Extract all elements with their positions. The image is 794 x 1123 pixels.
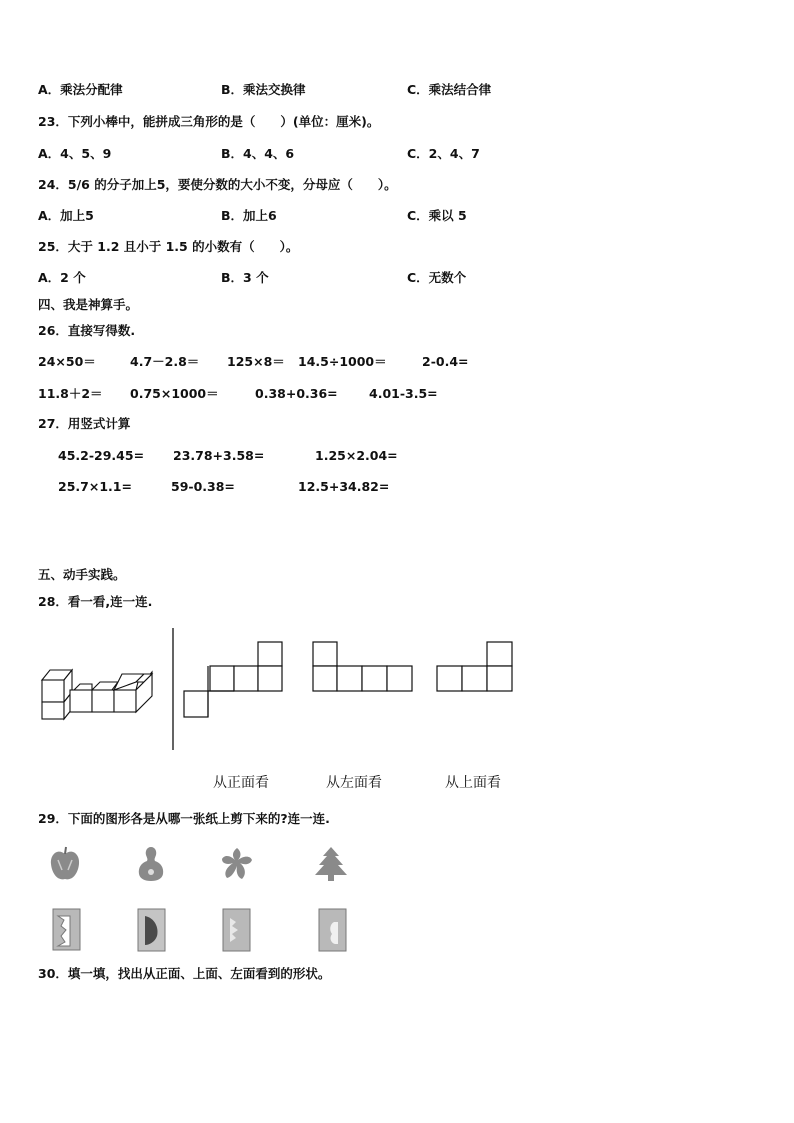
apple-shape-icon xyxy=(50,846,80,882)
q29-stem: 29．下面的图形各是从哪一张纸上剪下来的?连一连. xyxy=(38,811,330,826)
view-label-top: 从上面看 xyxy=(445,775,501,791)
gourd-shape-icon xyxy=(136,846,166,882)
q24-option-b: B．加上6 xyxy=(221,208,277,223)
flower-shape-icon xyxy=(220,846,254,882)
q27-stem: 27．用竖式计算 xyxy=(38,416,131,431)
paper-4 xyxy=(318,908,348,952)
q24-stem: 24．5/6 的分子加上5，要使分数的大小不变，分母应（ ）。 xyxy=(38,177,397,192)
q26-item: 4.7－2.8＝ xyxy=(130,354,200,369)
view-shape-3 xyxy=(436,641,514,693)
q22-option-c: C．乘法结合律 xyxy=(407,82,492,97)
q22-option-b: B．乘法交换律 xyxy=(221,82,306,97)
q27-item: 59-0.38= xyxy=(171,479,235,494)
q27-item: 45.2-29.45= xyxy=(58,448,145,463)
q26-item: 4.01-3.5= xyxy=(369,386,438,401)
q27-item: 12.5+34.82= xyxy=(298,479,390,494)
view-label-front: 从正面看 xyxy=(213,775,269,791)
q30-stem: 30．填一填，找出从正面、上面、左面看到的形状。 xyxy=(38,966,331,981)
q22-option-a: A．乘法分配律 xyxy=(38,82,123,97)
view-label-left: 从左面看 xyxy=(326,775,382,791)
q26-item: 11.8＋2＝ xyxy=(38,386,103,401)
section-5-heading: 五、动手实践。 xyxy=(38,567,126,582)
q27-item: 25.7×1.1= xyxy=(58,479,132,494)
q26-item: 14.5÷1000＝ xyxy=(298,354,387,369)
q26-item: 24×50＝ xyxy=(38,354,96,369)
cube-solid-figure xyxy=(40,664,155,720)
paper-3 xyxy=(222,908,252,952)
q27-item: 23.78+3.58= xyxy=(173,448,265,463)
q24-option-a: A．加上5 xyxy=(38,208,94,223)
divider-line xyxy=(172,628,174,750)
section-4-heading: 四、我是神算手。 xyxy=(38,297,139,312)
q24-option-c: C．乘以 5 xyxy=(407,208,467,223)
q26-item: 125×8＝ xyxy=(227,354,285,369)
q23-stem: 23．下列小棒中，能拼成三角形的是（ ）(单位：厘米)。 xyxy=(38,114,380,129)
view-shape-2 xyxy=(312,641,414,693)
q25-option-a: A．2 个 xyxy=(38,270,86,285)
q23-option-c: C．2、4、7 xyxy=(407,146,480,161)
q26-item: 0.75×1000＝ xyxy=(130,386,219,401)
tree-shape-icon xyxy=(314,846,348,882)
q23-option-a: A．4、5、9 xyxy=(38,146,112,161)
q23-option-b: B．4、4、6 xyxy=(221,146,295,161)
q26-item: 2-0.4= xyxy=(422,354,469,369)
q26-item: 0.38+0.36= xyxy=(255,386,338,401)
q27-item: 1.25×2.04= xyxy=(315,448,398,463)
q28-stem: 28．看一看,连一连. xyxy=(38,594,153,609)
q25-option-b: B．3 个 xyxy=(221,270,269,285)
q25-option-c: C．无数个 xyxy=(407,270,467,285)
view-shape-1 xyxy=(183,641,284,719)
q25-stem: 25．大于 1.2 且小于 1.5 的小数有（ ）。 xyxy=(38,239,299,254)
q26-stem: 26．直接写得数. xyxy=(38,323,136,338)
paper-2 xyxy=(137,908,167,952)
paper-1 xyxy=(52,908,82,952)
